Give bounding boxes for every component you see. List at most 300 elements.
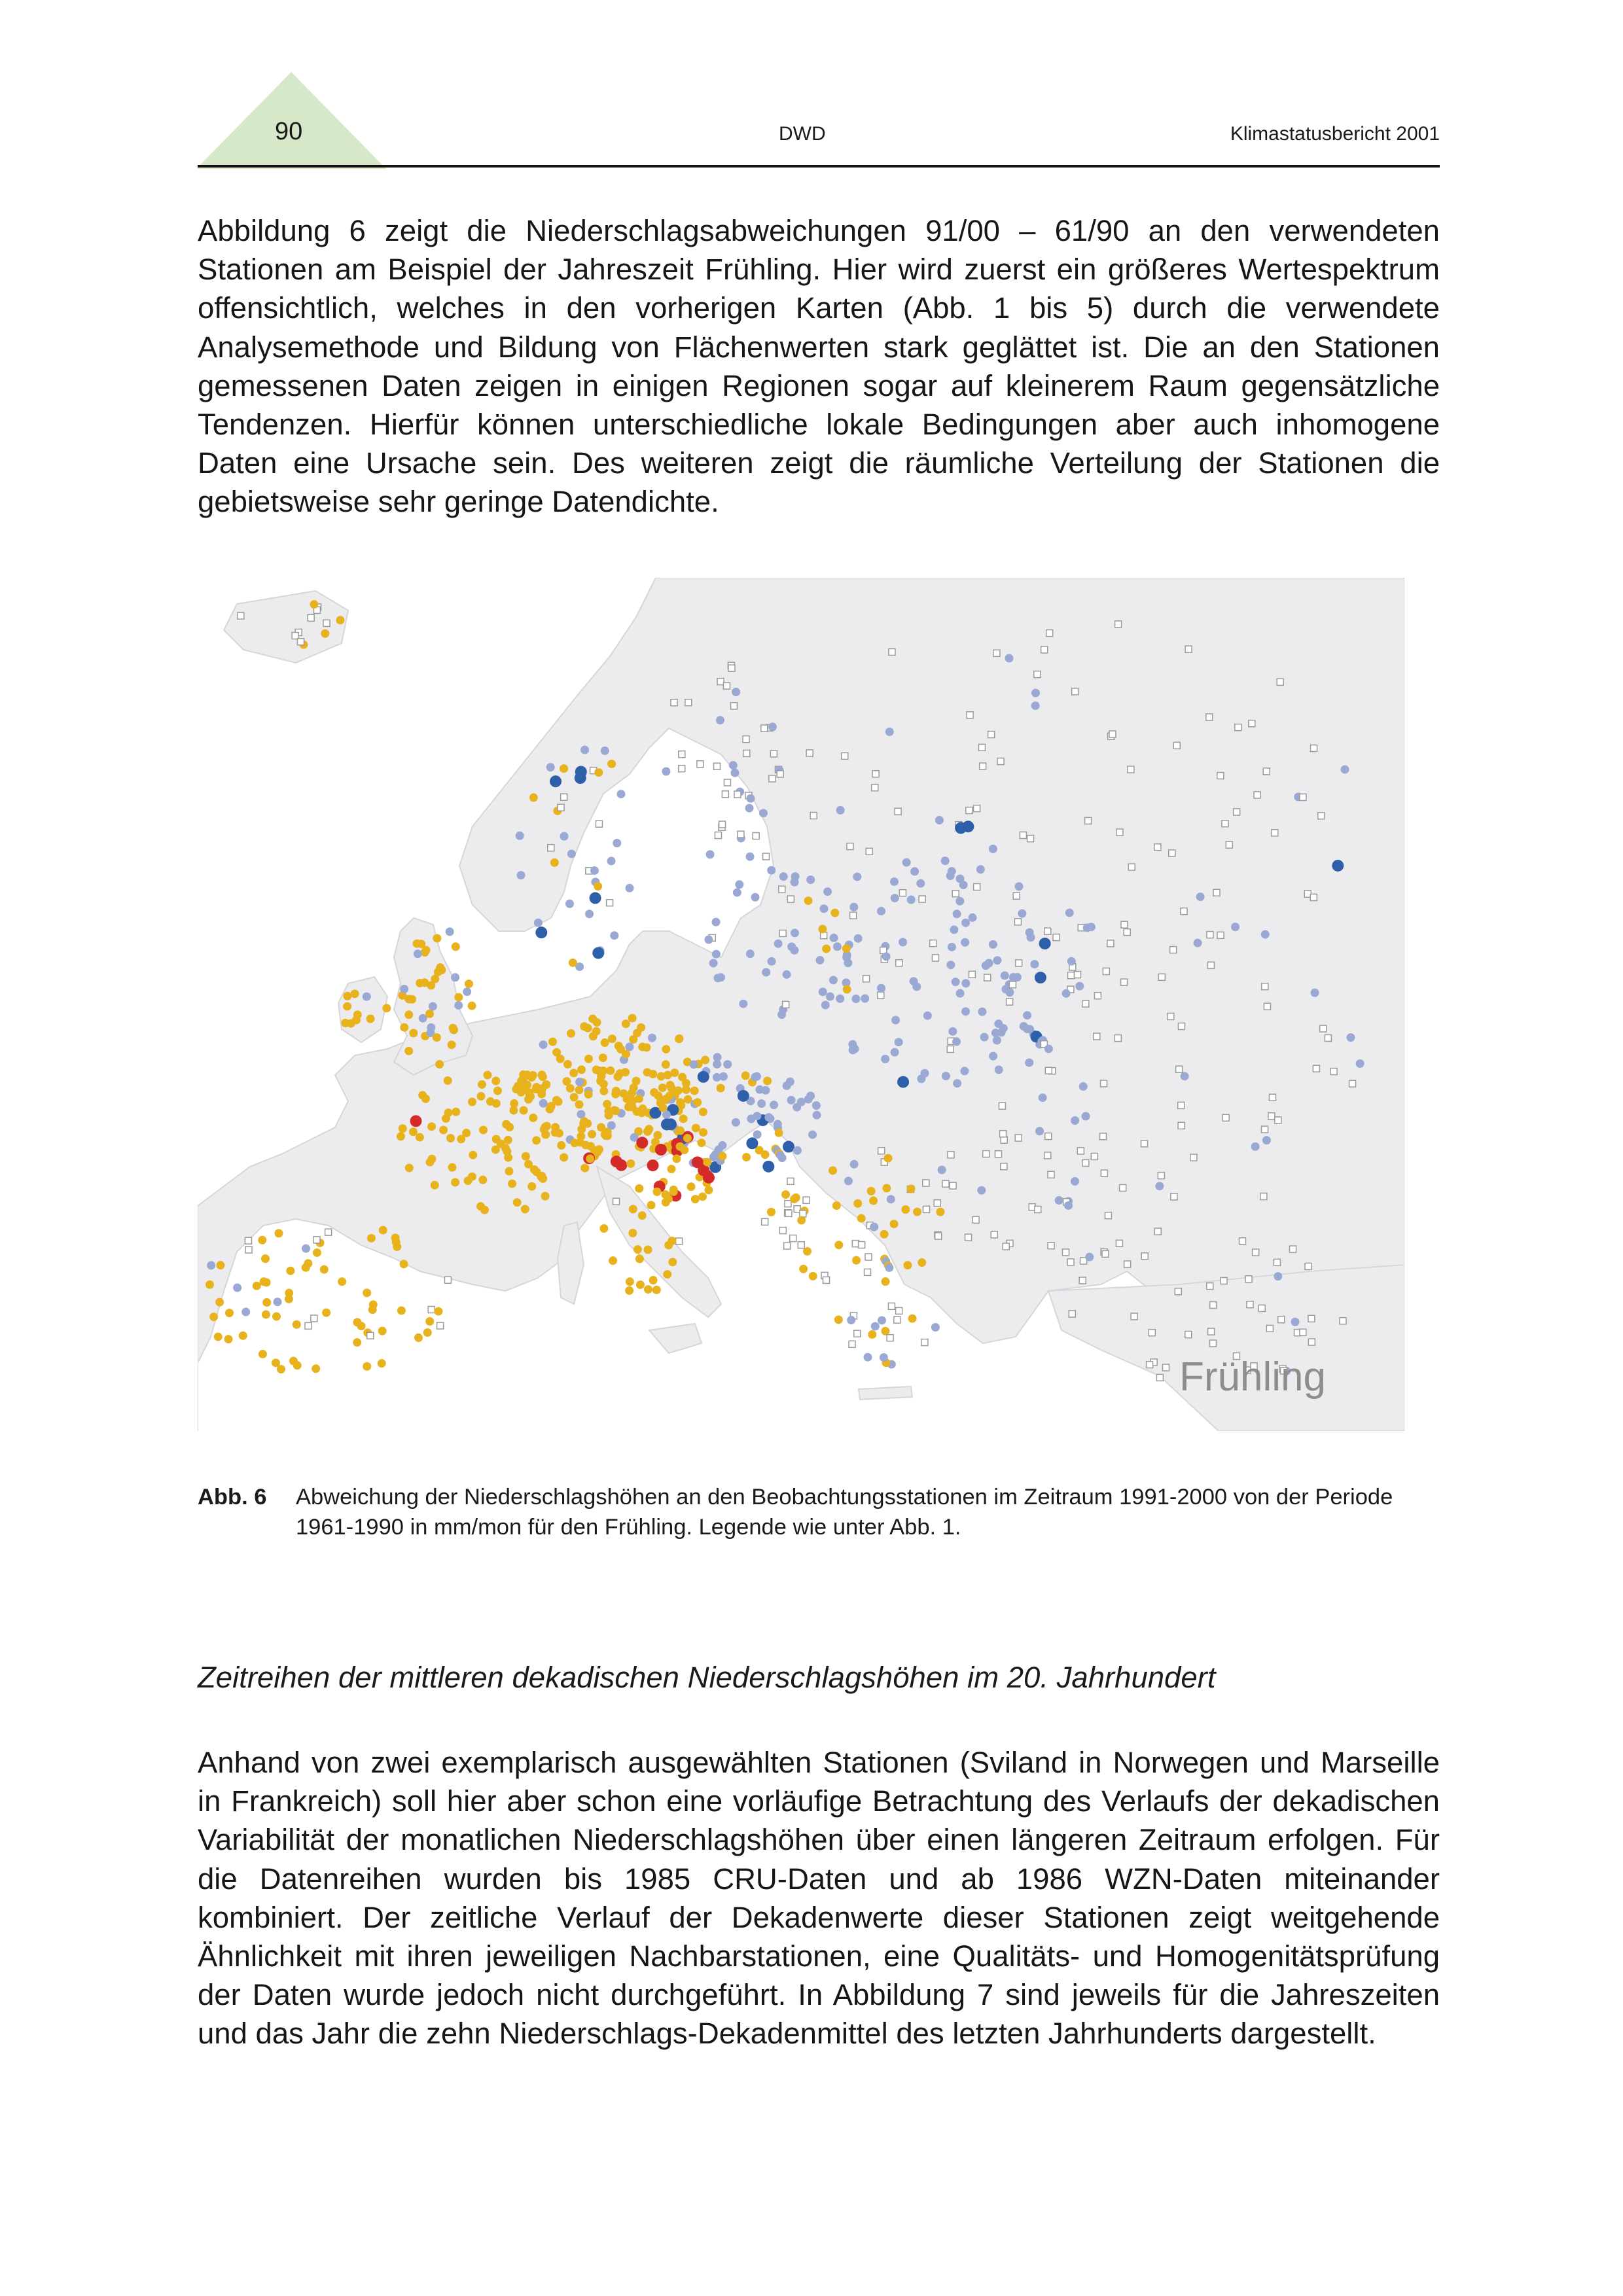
station-marker-no-change [607, 900, 613, 906]
station-marker-decrease [209, 1313, 218, 1321]
station-marker-decrease [550, 858, 559, 867]
station-marker-decrease [258, 1236, 266, 1245]
station-marker-increase [1311, 989, 1319, 997]
station-marker-increase [607, 857, 616, 865]
station-marker-decrease [261, 1254, 270, 1263]
station-marker-no-change [1069, 1311, 1075, 1317]
station-marker-increase [732, 688, 740, 696]
station-marker-no-change [1128, 766, 1134, 773]
station-marker-no-change [1016, 960, 1022, 966]
station-marker-strong-decrease [611, 1156, 622, 1167]
station-marker-decrease [468, 1097, 476, 1106]
station-marker-increase [1181, 1072, 1189, 1080]
station-marker-increase [575, 1078, 584, 1086]
station-marker-no-change [297, 639, 304, 645]
station-marker-no-change [311, 1315, 317, 1322]
station-marker-decrease [852, 1256, 861, 1265]
station-marker-decrease [668, 1258, 677, 1266]
station-marker-no-change [308, 614, 314, 621]
station-marker-no-change [777, 771, 783, 777]
station-marker-decrease [675, 1034, 683, 1043]
station-marker-decrease [586, 1142, 595, 1150]
page-number: 90 [275, 118, 303, 145]
station-marker-no-change [1027, 836, 1034, 842]
station-marker-decrease [566, 1084, 575, 1093]
station-marker-increase [565, 900, 574, 908]
station-marker-no-change [1213, 889, 1220, 896]
station-marker-decrease [890, 1220, 899, 1228]
station-marker-increase [745, 804, 754, 813]
station-marker-no-change [596, 821, 602, 827]
station-marker-decrease [262, 1310, 270, 1318]
station-marker-no-change [763, 853, 770, 860]
station-marker-increase [463, 987, 471, 996]
station-marker-no-change [1082, 1159, 1089, 1166]
station-marker-strong-increase [783, 1141, 794, 1153]
station-marker-decrease [478, 1080, 486, 1089]
station-marker-increase [1079, 1082, 1088, 1091]
station-marker-no-change [428, 1306, 435, 1313]
station-marker-strong-increase [1035, 972, 1046, 983]
station-marker-increase [991, 1029, 1000, 1037]
station-marker-decrease [609, 1256, 617, 1265]
station-marker-strong-increase [746, 1137, 758, 1149]
station-marker-decrease [293, 1361, 302, 1369]
station-marker-decrease [882, 1277, 890, 1286]
body-paragraph-1: Abbildung 6 zeigt die Niederschlagsabweichungen 91/00 – 61/90 an den verwendeten Stationen am Beispiel der Jahreszeit Frühling. Hier wird zuerst ein größeres Wertespektrum offensichtlich, welches in den vorherigen Karten (Abb. 1 bis 5) durch die verwendete Analysemethode und Bildung von Flächenwerten stark geglättet ist. Die an den Stationen gemessenen Daten zeigen in einigen Regionen sogar auf kleinerem Raum gegensätzliche Tendenzen. Hierfür können unterschiedliche lokale Bedingungen aber auch inhomogene Daten eine Ursache sein. Des weiteren zeigt die räumliche Verteilung der Stationen die gebietsweise sehr geringe Datendichte. [198, 214, 1440, 519]
station-marker-decrease [542, 1080, 550, 1089]
station-marker-increase [729, 761, 738, 769]
station-marker-increase [851, 995, 860, 1003]
station-marker-increase [978, 1008, 986, 1016]
station-marker-decrease [479, 1126, 488, 1135]
station-marker-no-change [1102, 1250, 1109, 1257]
station-marker-increase [877, 907, 885, 915]
station-marker-no-change [548, 845, 554, 851]
station-marker-no-change [899, 890, 906, 896]
station-marker-decrease [552, 1048, 561, 1057]
station-marker-decrease [676, 1142, 685, 1151]
station-marker-increase [733, 888, 741, 896]
station-marker-decrease [790, 1195, 798, 1203]
station-marker-decrease [597, 1072, 605, 1081]
station-marker-decrease [409, 1029, 418, 1037]
station-marker-increase [829, 976, 838, 984]
station-marker-decrease [674, 1086, 683, 1095]
station-marker-no-change [1115, 1035, 1121, 1042]
station-marker-no-change [1266, 1325, 1273, 1332]
station-marker-decrease [606, 1067, 615, 1075]
station-marker-no-change [1272, 830, 1278, 836]
station-marker-no-change [676, 1238, 683, 1245]
station-marker-no-change [723, 682, 730, 689]
station-marker-increase [1026, 928, 1034, 937]
station-marker-no-change [919, 896, 925, 902]
station-marker-no-change [1034, 671, 1041, 678]
station-marker-decrease [608, 1034, 616, 1043]
station-marker-decrease [918, 1258, 926, 1267]
station-marker-no-change [787, 896, 794, 902]
station-marker-increase [791, 872, 800, 881]
station-marker-decrease [654, 1091, 662, 1100]
station-marker-no-change [731, 703, 738, 709]
station-marker-increase [953, 910, 961, 918]
station-marker-no-change [974, 805, 980, 812]
station-marker-decrease [683, 1134, 692, 1142]
station-marker-increase [1341, 765, 1349, 773]
station-marker-decrease [338, 1277, 346, 1286]
station-marker-decrease [842, 944, 851, 953]
station-marker-no-change [770, 751, 777, 757]
station-marker-decrease [444, 1076, 452, 1085]
station-marker-increase [787, 1096, 796, 1104]
station-marker-increase [451, 973, 459, 981]
station-marker-no-change [790, 1235, 796, 1242]
station-marker-increase [815, 956, 824, 964]
station-marker-decrease [884, 1154, 893, 1163]
station-marker-increase [791, 928, 799, 937]
station-marker-no-change [888, 1303, 895, 1309]
station-marker-increase [885, 728, 894, 736]
station-marker-decrease [868, 1330, 876, 1339]
station-marker-increase [985, 959, 993, 967]
station-marker-decrease [628, 1014, 637, 1022]
station-marker-no-change [1077, 1148, 1084, 1154]
station-marker-no-change [1094, 993, 1101, 999]
station-marker-decrease [448, 1163, 457, 1172]
station-marker-increase [793, 1146, 802, 1155]
station-marker-increase [774, 940, 783, 948]
station-marker-decrease [584, 1090, 593, 1099]
station-marker-no-change [923, 1206, 930, 1212]
station-marker-increase [948, 1027, 957, 1036]
station-marker-no-change [1062, 1249, 1069, 1256]
station-marker-decrease [427, 1155, 436, 1163]
station-marker-strong-increase [762, 1161, 774, 1173]
station-marker-increase [877, 984, 885, 993]
station-marker-increase [882, 952, 891, 961]
station-marker-decrease [699, 1128, 707, 1137]
station-marker-decrease [679, 1114, 688, 1123]
station-marker-no-change [787, 1178, 794, 1184]
station-marker-no-change [866, 848, 872, 855]
station-marker-decrease [433, 1033, 441, 1042]
station-marker-increase [1356, 1059, 1364, 1068]
station-marker-decrease [614, 1072, 622, 1081]
station-marker-no-change [1221, 1277, 1227, 1284]
station-marker-decrease [652, 1286, 661, 1294]
station-marker-no-change [1041, 646, 1048, 653]
station-marker-decrease [692, 1124, 700, 1133]
station-marker-decrease [541, 1192, 550, 1201]
station-marker-decrease [584, 1055, 593, 1063]
station-marker-no-change [717, 679, 724, 685]
station-marker-decrease [378, 1327, 387, 1335]
station-marker-decrease [433, 934, 441, 942]
station-marker-decrease [687, 1182, 696, 1191]
station-marker-decrease [699, 1108, 707, 1116]
station-marker-decrease [678, 1073, 687, 1082]
station-marker-increase [747, 1114, 755, 1123]
station-marker-no-change [1178, 1023, 1185, 1030]
station-marker-no-change [1260, 1193, 1267, 1199]
station-marker-decrease [669, 1186, 678, 1194]
station-marker-no-change [444, 1277, 451, 1283]
station-marker-no-change [784, 1243, 791, 1249]
station-marker-no-change [1068, 972, 1075, 979]
station-marker-increase [454, 1001, 463, 1010]
station-marker-no-change [842, 752, 848, 759]
station-marker-no-change [743, 750, 750, 756]
station-marker-no-change [1274, 1259, 1280, 1265]
station-marker-increase [1039, 1093, 1047, 1102]
station-marker-no-change [1074, 972, 1080, 978]
station-marker-no-change [948, 1152, 954, 1158]
station-marker-decrease [853, 1199, 862, 1208]
station-marker-decrease [504, 1136, 512, 1144]
station-marker-decrease [599, 1224, 608, 1233]
station-marker-increase [993, 956, 1001, 964]
station-marker-no-change [697, 761, 704, 768]
station-marker-increase [952, 1037, 961, 1046]
station-marker-decrease [625, 1286, 633, 1295]
station-marker-no-change [1103, 968, 1109, 974]
station-marker-no-change [769, 775, 776, 782]
station-marker-decrease [622, 1050, 630, 1058]
station-marker-decrease [652, 1188, 661, 1196]
station-marker-increase [207, 1261, 215, 1269]
station-marker-decrease [594, 768, 603, 777]
station-marker-no-change [847, 843, 853, 850]
station-marker-strong-increase [1039, 938, 1051, 949]
station-marker-increase [1155, 1182, 1164, 1190]
station-marker-decrease [551, 1128, 560, 1137]
station-marker-increase [1064, 1201, 1073, 1210]
station-marker-no-change [1330, 1069, 1337, 1075]
station-marker-increase [625, 1042, 633, 1051]
station-marker-decrease [742, 1153, 751, 1161]
station-marker-decrease [575, 1101, 584, 1109]
station-marker-decrease [520, 1106, 528, 1115]
station-marker-decrease [781, 1190, 790, 1199]
station-marker-no-change [965, 1234, 972, 1241]
station-marker-no-change [1116, 829, 1123, 836]
station-marker-increase [446, 927, 454, 936]
station-marker-decrease [636, 1280, 645, 1289]
station-marker-decrease [477, 1092, 486, 1101]
station-marker-decrease [322, 1309, 330, 1317]
station-marker-decrease [664, 1195, 673, 1203]
station-marker-no-change [1262, 983, 1268, 990]
station-marker-increase [1075, 982, 1084, 991]
station-marker-increase [1261, 930, 1270, 939]
station-marker-increase [881, 1055, 889, 1063]
station-marker-no-change [980, 763, 986, 769]
station-marker-decrease [880, 1230, 889, 1239]
station-marker-no-change [1340, 1318, 1346, 1324]
station-marker-decrease [343, 992, 351, 1000]
station-marker-increase [662, 768, 670, 776]
station-marker-decrease [452, 942, 460, 951]
station-marker-decrease [668, 1165, 676, 1173]
station-marker-strong-increase [535, 927, 547, 938]
station-marker-no-change [558, 804, 564, 811]
station-marker-decrease [425, 1317, 434, 1326]
station-marker-no-change [923, 1180, 929, 1186]
station-marker-decrease [224, 1335, 233, 1343]
station-marker-decrease [718, 1152, 726, 1161]
station-marker-increase [961, 979, 970, 987]
station-marker-increase [950, 925, 958, 934]
station-marker-no-change [1115, 621, 1122, 627]
station-marker-no-change [942, 1180, 949, 1187]
station-marker-no-change [1206, 714, 1213, 720]
station-map-figure [198, 578, 1404, 1431]
station-marker-no-change [1085, 817, 1092, 824]
station-marker-no-change [1067, 1259, 1074, 1265]
caption-label: Abb. 6 [198, 1485, 267, 1510]
station-marker-no-change [1176, 1066, 1183, 1072]
station-marker-no-change [305, 1322, 312, 1329]
station-marker-decrease [882, 1184, 891, 1192]
station-marker-decrease [663, 1270, 671, 1279]
station-marker-no-change [245, 1237, 252, 1244]
station-marker-increase [870, 1223, 878, 1231]
station-marker-increase [732, 1118, 740, 1127]
station-marker-increase [1013, 973, 1022, 981]
station-marker-no-change [1245, 1276, 1252, 1282]
station-marker-no-change [1349, 1080, 1356, 1087]
station-marker-increase [713, 974, 722, 982]
station-marker-increase [819, 904, 828, 913]
station-marker-no-change [850, 912, 857, 919]
station-marker-decrease [353, 1338, 361, 1347]
station-marker-increase [730, 769, 739, 777]
station-marker-decrease [676, 1126, 685, 1135]
station-marker-no-change [1185, 646, 1192, 652]
station-marker-no-change [993, 650, 1000, 656]
station-marker-decrease [913, 1208, 921, 1216]
station-marker-increase [759, 809, 768, 817]
station-marker-decrease [560, 1153, 568, 1161]
station-marker-decrease [638, 1042, 647, 1051]
station-marker-decrease [417, 940, 425, 948]
station-marker-decrease [829, 1166, 837, 1174]
station-marker-increase [783, 1082, 791, 1090]
station-marker-increase [580, 746, 589, 754]
station-marker-decrease [416, 1133, 424, 1142]
station-marker-increase [429, 1002, 437, 1011]
station-marker-decrease [367, 1234, 376, 1243]
station-marker-decrease [649, 1276, 658, 1284]
station-marker-increase [718, 1141, 726, 1150]
station-marker-no-change [972, 1216, 979, 1223]
station-marker-no-change [1003, 1243, 1009, 1250]
station-marker-no-change [1247, 1301, 1253, 1308]
station-marker-increase [969, 913, 977, 922]
station-marker-decrease [611, 1090, 620, 1099]
station-marker-decrease [465, 980, 473, 988]
station-marker-no-change [1131, 1313, 1137, 1320]
station-marker-decrease [347, 1019, 355, 1028]
station-marker-no-change [1210, 1301, 1217, 1308]
station-marker-no-change [1290, 1246, 1296, 1252]
station-marker-increase [751, 893, 759, 902]
station-marker-no-change [872, 771, 879, 777]
station-marker-increase [1044, 1044, 1053, 1053]
station-marker-increase [414, 949, 422, 958]
station-marker-no-change [1158, 1173, 1164, 1179]
station-marker-no-change [1222, 1114, 1229, 1121]
station-marker-no-change [1308, 1339, 1315, 1345]
station-marker-increase [921, 1069, 929, 1078]
station-marker-decrease [336, 616, 344, 624]
station-marker-decrease [881, 1327, 889, 1335]
station-marker-increase [948, 943, 956, 951]
station-marker-decrease [666, 1081, 675, 1089]
station-marker-decrease [586, 1154, 594, 1163]
station-marker-decrease [567, 1029, 575, 1038]
station-marker-no-change [1173, 742, 1180, 749]
station-marker-no-change [779, 1227, 786, 1234]
landmass-crete [859, 1386, 912, 1400]
station-marker-decrease [439, 1126, 448, 1135]
station-marker-increase [853, 872, 861, 881]
station-marker-no-change [806, 750, 813, 756]
station-marker-increase [770, 1101, 778, 1109]
station-marker-decrease [592, 1027, 601, 1036]
station-marker-decrease [404, 1047, 413, 1055]
station-marker-increase [777, 1010, 786, 1019]
station-marker-no-change [1101, 1080, 1107, 1087]
station-marker-decrease [541, 1123, 550, 1131]
station-marker-decrease [593, 1018, 601, 1027]
station-marker-decrease [539, 1174, 547, 1183]
station-marker-increase [1347, 1033, 1355, 1042]
station-marker-increase [923, 1012, 932, 1020]
station-marker-increase [274, 1298, 282, 1306]
station-marker-strong-increase [962, 821, 974, 832]
station-marker-decrease [486, 1097, 495, 1106]
station-marker-increase [607, 1122, 616, 1130]
station-marker-increase [797, 1098, 806, 1106]
station-marker-increase [977, 1186, 986, 1195]
station-marker-no-change [1000, 1131, 1007, 1137]
station-marker-decrease [670, 1069, 679, 1077]
station-marker-decrease [936, 1208, 944, 1216]
station-marker-no-change [966, 807, 972, 814]
station-marker-decrease [527, 1182, 536, 1191]
station-marker-increase [989, 845, 997, 853]
station-marker-no-change [1181, 908, 1187, 915]
station-marker-decrease [690, 1086, 699, 1095]
station-marker-decrease [603, 1100, 611, 1108]
station-marker-decrease [478, 1176, 487, 1184]
station-marker-increase [902, 858, 911, 867]
station-marker-no-change [1082, 1000, 1089, 1007]
station-marker-no-change [779, 886, 785, 892]
station-marker-no-change [1207, 1283, 1213, 1290]
station-marker-increase [723, 1060, 732, 1069]
station-marker-no-change [1275, 1117, 1281, 1123]
station-marker-increase [806, 875, 815, 884]
station-marker-decrease [260, 1277, 268, 1286]
station-marker-increase [546, 763, 555, 771]
station-marker-decrease [703, 1158, 711, 1167]
station-marker-decrease [857, 1214, 866, 1222]
station-marker-no-change [894, 1316, 901, 1323]
station-marker-increase [534, 919, 543, 927]
